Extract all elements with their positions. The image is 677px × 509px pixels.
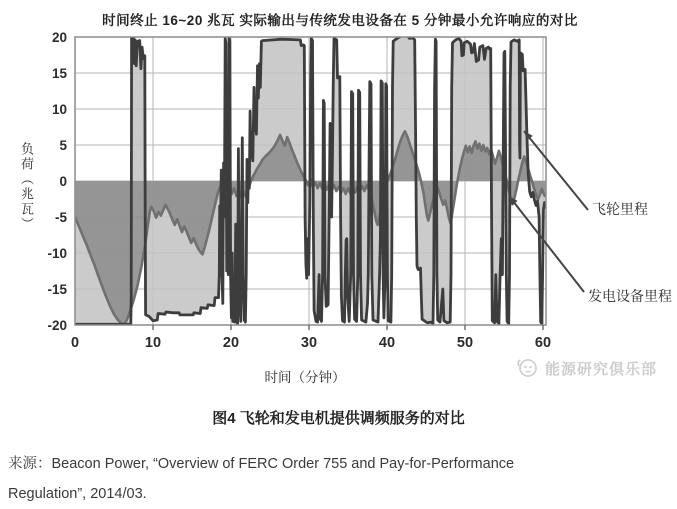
annotation-generator-mileage: 发电设备里程 xyxy=(588,288,672,304)
x-axis-title: 时间（分钟） xyxy=(264,370,346,385)
y-axis-title: 负荷（兆瓦） xyxy=(19,142,34,232)
x-tick-label-40: 40 xyxy=(378,335,396,351)
y-tick-label--10: -10 xyxy=(47,246,67,261)
x-tick-label-0: 0 xyxy=(70,335,80,351)
x-tick-label-50: 50 xyxy=(456,335,474,351)
x-tick-label-60: 60 xyxy=(534,335,552,351)
y-tick-label--20: -20 xyxy=(47,318,67,333)
y-tick-label-5: 5 xyxy=(59,138,67,153)
series-group xyxy=(75,35,545,325)
x-tick-label-30: 30 xyxy=(300,335,318,351)
x-tick-label-20: 20 xyxy=(222,335,240,351)
y-tick-label--15: -15 xyxy=(47,282,67,297)
source-line-2: Regulation”, 2014/03. xyxy=(8,486,147,502)
y-tick-label-0: 0 xyxy=(59,174,67,189)
chat-bubble-mascot-icon xyxy=(516,357,540,379)
y-tick-label-10: 10 xyxy=(51,102,67,117)
x-tick-label-10: 10 xyxy=(144,335,162,351)
chart-title: 时间终止 16~20 兆瓦 实际输出与传统发电设备在 5 分钟最小允许响应的对比 xyxy=(102,13,578,28)
y-tick-label-20: 20 xyxy=(51,30,67,45)
watermark xyxy=(516,357,657,379)
source-citation xyxy=(8,449,648,509)
annotation-flywheel-mileage: 飞轮里程 xyxy=(592,201,648,217)
source-line-1: 来源：Beacon Power, “Overview of FERC Order 755 and Pay-for-Performance xyxy=(8,456,515,472)
figure-caption: 图4 飞轮和发电机提供调频服务的对比 xyxy=(212,410,465,427)
y-tick-label--5: -5 xyxy=(54,210,67,225)
y-tick-label-15: 15 xyxy=(51,66,67,81)
watermark-text: 能源研究俱乐部 xyxy=(545,360,658,378)
